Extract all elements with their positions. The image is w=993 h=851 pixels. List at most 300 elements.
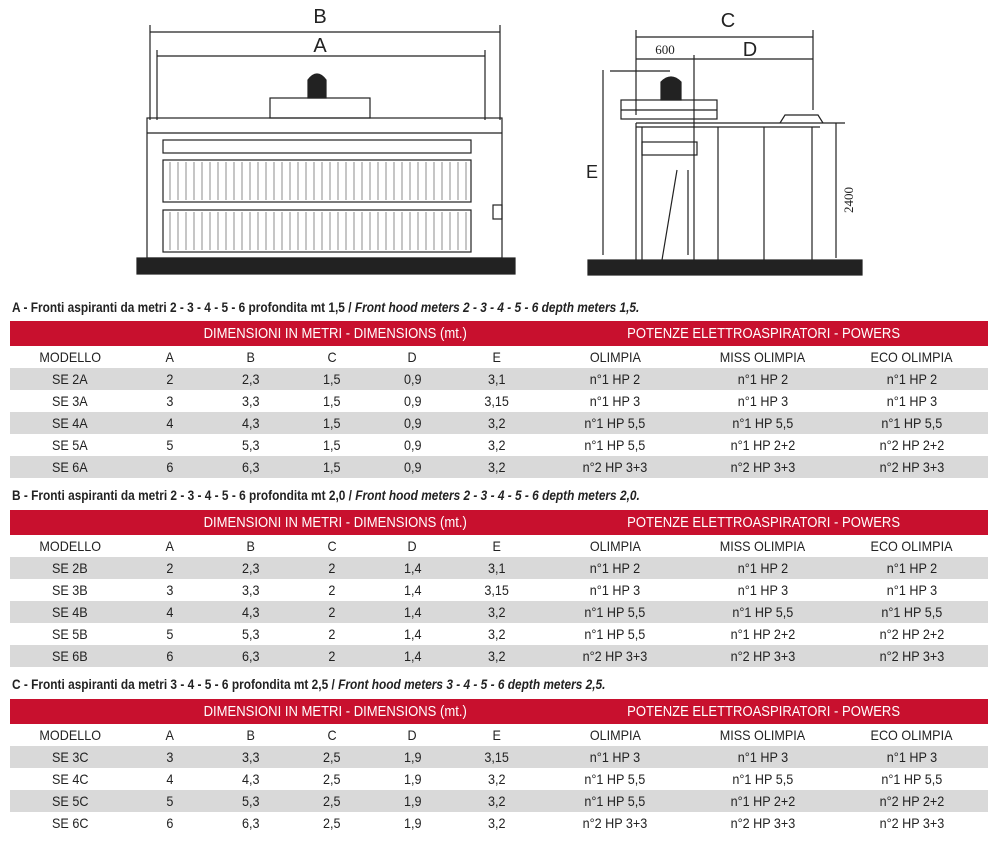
cell-text: 2 [166, 560, 174, 576]
table-cell [292, 601, 372, 623]
column-header-text: D [407, 727, 418, 743]
column-header-row [10, 346, 988, 368]
table-row [10, 434, 988, 456]
cell-text: 4,3 [242, 771, 260, 787]
table-cell [835, 579, 988, 601]
table-cell [130, 456, 210, 478]
cell-text: 3 [166, 749, 174, 765]
table-row [10, 790, 988, 812]
side-view-drawing [585, 30, 862, 275]
cell-text: n°1 HP 3 [886, 393, 937, 409]
cell-text: 2,3 [242, 371, 260, 387]
cell-text: SE 2B [52, 560, 88, 576]
cell-text: SE 5A [52, 437, 88, 453]
table-cell [835, 601, 988, 623]
table-cell [453, 456, 540, 478]
table-cell [372, 768, 453, 790]
cell-text: 2,3 [242, 560, 260, 576]
table-cell [540, 790, 690, 812]
table-cell [540, 412, 690, 434]
table-cell [540, 601, 690, 623]
cell-text: SE 4B [52, 604, 88, 620]
cell-text: n°1 HP 3 [737, 749, 788, 765]
cell-text: 1,4 [403, 626, 422, 642]
table-cell [690, 645, 835, 667]
cell-text: 3,2 [487, 459, 506, 475]
cell-text: 1,5 [323, 415, 341, 431]
cell-text: n°1 HP 3 [589, 393, 641, 409]
column-header [690, 535, 835, 557]
cell-text: 3,1 [487, 371, 506, 387]
cell-text: 0,9 [403, 437, 422, 453]
cell-text: 3,2 [487, 793, 506, 809]
column-header [835, 535, 988, 557]
table-cell [453, 368, 540, 390]
dimensions-header-text: DIMENSIONI IN METRI - DIMENSIONS (mt.) [203, 325, 467, 342]
cell-text: 2,5 [323, 793, 341, 809]
table-cell [453, 579, 540, 601]
table-cell [10, 790, 130, 812]
column-header-text: ECO OLIMPIA [870, 349, 953, 365]
column-header [210, 724, 292, 746]
dim-label-b: B [313, 6, 327, 28]
column-header [10, 724, 130, 746]
cell-text: 3,2 [487, 415, 506, 431]
table-cell [130, 623, 210, 645]
dimensions-header [130, 321, 540, 346]
column-header [690, 724, 835, 746]
column-header [130, 535, 210, 557]
cell-text: 6,3 [242, 648, 260, 664]
table-cell [540, 456, 690, 478]
column-header-text: OLIMPIA [589, 538, 641, 554]
cell-text: 3,2 [487, 771, 506, 787]
dim-label-c: C [720, 10, 736, 32]
column-header-text: C [327, 349, 337, 365]
powers-header-text: POTENZE ELETTROASPIRATORI - POWERS [627, 325, 901, 342]
table-cell [10, 390, 130, 412]
table-cell [372, 623, 453, 645]
cell-text: 2 [166, 371, 174, 387]
table-cell [540, 390, 690, 412]
cell-text: n°2 HP 3+3 [879, 815, 944, 831]
table-cell [835, 434, 988, 456]
cell-text: n°1 HP 5,5 [732, 771, 793, 787]
table-cell [292, 434, 372, 456]
cell-text: 5 [166, 437, 174, 453]
table-cell [210, 557, 292, 579]
table-cell [292, 812, 372, 834]
column-header [540, 724, 690, 746]
group-header-row [10, 510, 988, 535]
cell-text: 6,3 [242, 815, 260, 831]
cell-text: 4,3 [242, 415, 260, 431]
table-cell [690, 790, 835, 812]
table-cell [130, 645, 210, 667]
table-cell [210, 412, 292, 434]
table-cell [453, 412, 540, 434]
cell-text: 3,2 [487, 626, 506, 642]
column-header-text: MISS OLIMPIA [719, 349, 806, 365]
table-cell [835, 412, 988, 434]
cell-text: 2,5 [323, 815, 341, 831]
column-header [835, 724, 988, 746]
column-header [835, 346, 988, 368]
cell-text: 1,5 [323, 371, 341, 387]
section-title [12, 300, 639, 315]
table-cell [210, 434, 292, 456]
table-cell [690, 390, 835, 412]
powers-header-text: POTENZE ELETTROASPIRATORI - POWERS [627, 514, 901, 531]
cell-text: 1,5 [323, 393, 341, 409]
table-cell [453, 746, 540, 768]
column-header [10, 535, 130, 557]
cell-text: n°2 HP 3+3 [582, 815, 648, 831]
cell-text: SE 4C [51, 771, 89, 787]
column-header-text: B [246, 349, 256, 365]
table-cell [210, 456, 292, 478]
table-cell [10, 368, 130, 390]
cell-text: n°1 HP 3 [589, 749, 641, 765]
column-header-text: E [492, 727, 501, 743]
table-cell [690, 368, 835, 390]
specs-table [10, 699, 988, 834]
cell-text: SE 5C [51, 793, 89, 809]
table-cell [130, 368, 210, 390]
table-cell [835, 557, 988, 579]
cell-text: 0,9 [403, 415, 422, 431]
cell-text: 1,5 [323, 459, 341, 475]
table-cell [10, 579, 130, 601]
column-header [210, 346, 292, 368]
cell-text: n°2 HP 2+2 [879, 793, 944, 809]
table-cell [835, 812, 988, 834]
table-cell [372, 557, 453, 579]
dimensions-header [130, 699, 540, 724]
column-header [292, 346, 372, 368]
table-cell [835, 368, 988, 390]
cell-text: n°1 HP 3 [737, 393, 788, 409]
cell-text: n°2 HP 3+3 [879, 648, 944, 664]
table-cell [292, 790, 372, 812]
table-cell [10, 645, 130, 667]
table-cell [540, 557, 690, 579]
cell-text: n°2 HP 3+3 [730, 459, 795, 475]
dimensions-header-text: DIMENSIONI IN METRI - DIMENSIONS (mt.) [203, 703, 467, 720]
table-row [10, 601, 988, 623]
table-cell [690, 601, 835, 623]
powers-header-text: POTENZE ELETTROASPIRATORI - POWERS [627, 703, 901, 720]
cell-text: n°1 HP 5,5 [732, 415, 793, 431]
table-cell [453, 390, 540, 412]
table-cell [453, 601, 540, 623]
cell-text: 2,5 [323, 771, 341, 787]
column-header-text: OLIMPIA [589, 727, 641, 743]
column-header [130, 724, 210, 746]
column-header [372, 535, 453, 557]
column-header [453, 346, 540, 368]
column-header-row [10, 724, 988, 746]
table-cell [453, 557, 540, 579]
cell-text: n°1 HP 5,5 [584, 793, 646, 809]
table-cell [835, 623, 988, 645]
table-row [10, 623, 988, 645]
column-header-text: ECO OLIMPIA [870, 727, 953, 743]
header-spacer [10, 510, 130, 535]
table-row [10, 456, 988, 478]
table-cell [292, 412, 372, 434]
column-header-text: MODELLO [39, 727, 101, 743]
column-header-text: D [407, 538, 418, 554]
table-cell [690, 434, 835, 456]
dim-label-d: D [742, 39, 758, 61]
cell-text: n°2 HP 3+3 [582, 459, 648, 475]
table-cell [130, 768, 210, 790]
cell-text: 2 [328, 560, 336, 576]
section-title-en: Front hood meters 2 - 3 - 4 - 5 - 6 depth meters 1,5. [354, 300, 640, 315]
table-cell [453, 645, 540, 667]
cell-text: n°2 HP 2+2 [879, 626, 944, 642]
cell-text: n°1 HP 5,5 [584, 604, 646, 620]
column-header-text: A [165, 727, 175, 743]
cell-text: n°1 HP 5,5 [584, 771, 646, 787]
cell-text: 2 [328, 604, 336, 620]
table-cell [690, 456, 835, 478]
column-header [130, 346, 210, 368]
column-header-text: C [327, 538, 337, 554]
column-header [453, 724, 540, 746]
cell-text: n°2 HP 3+3 [730, 815, 795, 831]
table-cell [210, 645, 292, 667]
column-header [292, 535, 372, 557]
cell-text: SE 6A [52, 459, 88, 475]
table-cell [10, 623, 130, 645]
table-cell [540, 623, 690, 645]
table-row [10, 645, 988, 667]
table-cell [540, 368, 690, 390]
technical-drawings [0, 0, 993, 290]
cell-text: 5,3 [242, 437, 260, 453]
dim-label-a: A [313, 35, 327, 57]
cell-text: 3,2 [487, 604, 506, 620]
column-header-text: E [492, 538, 501, 554]
column-header-text: MISS OLIMPIA [719, 538, 806, 554]
table-cell [372, 812, 453, 834]
cell-text: n°1 HP 5,5 [881, 604, 942, 620]
header-spacer [10, 699, 130, 724]
group-header-row [10, 321, 988, 346]
cell-text: 3,15 [484, 749, 509, 765]
table-cell [292, 579, 372, 601]
column-header [10, 346, 130, 368]
table-cell [292, 456, 372, 478]
header-spacer [10, 321, 130, 346]
cell-text: 3,3 [242, 393, 260, 409]
table-cell [210, 579, 292, 601]
table-cell [10, 557, 130, 579]
table-cell [372, 790, 453, 812]
table-cell [130, 746, 210, 768]
cell-text: n°1 HP 2 [886, 371, 937, 387]
column-header-text: ECO OLIMPIA [870, 538, 953, 554]
table-cell [130, 601, 210, 623]
table-cell [10, 601, 130, 623]
table-cell [292, 623, 372, 645]
table-cell [372, 390, 453, 412]
table-cell [210, 390, 292, 412]
cell-text: 1,4 [403, 648, 422, 664]
section-title-it: B - Fronti aspiranti da metri 2 - 3 - 4 - 5 - 6 profondita mt 2,0 / [12, 488, 356, 503]
cell-text: n°2 HP 2+2 [879, 437, 944, 453]
table-cell [372, 368, 453, 390]
cell-text: n°1 HP 3 [589, 582, 641, 598]
column-header-text: MISS OLIMPIA [719, 727, 806, 743]
cell-text: n°1 HP 3 [886, 582, 937, 598]
table-cell [130, 790, 210, 812]
cell-text: 3,3 [242, 749, 260, 765]
column-header-row [10, 535, 988, 557]
cell-text: 3,15 [484, 582, 509, 598]
table-cell [835, 456, 988, 478]
table-cell [540, 746, 690, 768]
table-cell [292, 390, 372, 412]
table-cell [835, 768, 988, 790]
cell-text: 3 [166, 393, 174, 409]
dimensions-header-text: DIMENSIONI IN METRI - DIMENSIONS (mt.) [203, 514, 467, 531]
column-header [372, 346, 453, 368]
cell-text: 4,3 [242, 604, 260, 620]
cell-text: 2 [328, 648, 336, 664]
table-cell [10, 456, 130, 478]
cell-text: n°1 HP 3 [886, 749, 937, 765]
cell-text: 3,2 [487, 437, 506, 453]
table-cell [292, 368, 372, 390]
cell-text: n°1 HP 5,5 [732, 604, 793, 620]
table-cell [690, 412, 835, 434]
table-cell [10, 768, 130, 790]
table-cell [130, 412, 210, 434]
cell-text: 1,4 [403, 604, 422, 620]
table-cell [210, 368, 292, 390]
cell-text: n°1 HP 2 [737, 371, 788, 387]
cell-text: 0,9 [403, 371, 422, 387]
column-header-text: A [165, 349, 175, 365]
cell-text: n°1 HP 2+2 [730, 626, 795, 642]
table-cell [130, 579, 210, 601]
specs-table [10, 321, 988, 478]
cell-text: 2 [328, 626, 336, 642]
cell-text: n°1 HP 2 [737, 560, 788, 576]
cell-text: 6 [166, 815, 174, 831]
table-cell [453, 623, 540, 645]
cell-text: SE 4A [52, 415, 88, 431]
table-cell [372, 579, 453, 601]
table-cell [130, 390, 210, 412]
table-cell [372, 456, 453, 478]
cell-text: n°1 HP 5,5 [584, 415, 646, 431]
group-header-row [10, 699, 988, 724]
table-row [10, 390, 988, 412]
cell-text: 5 [166, 626, 174, 642]
column-header-text: B [246, 538, 256, 554]
table-cell [690, 812, 835, 834]
cell-text: SE 5B [52, 626, 88, 642]
column-header [372, 724, 453, 746]
table-cell [292, 746, 372, 768]
column-header-text: D [407, 349, 418, 365]
table-cell [292, 557, 372, 579]
table-row [10, 812, 988, 834]
powers-header [540, 321, 988, 346]
cell-text: n°1 HP 2 [589, 560, 641, 576]
cell-text: SE 6C [51, 815, 89, 831]
table-cell [292, 768, 372, 790]
table-cell [210, 746, 292, 768]
cell-text: 1,9 [403, 793, 422, 809]
column-header-text: A [165, 538, 175, 554]
cell-text: 2,5 [323, 749, 341, 765]
column-header [292, 724, 372, 746]
specs-table [10, 510, 988, 667]
table-cell [835, 645, 988, 667]
cell-text: 0,9 [403, 393, 422, 409]
cell-text: 1,4 [403, 560, 422, 576]
table-cell [540, 579, 690, 601]
section-title-en: Front hood meters 2 - 3 - 4 - 5 - 6 depth meters 2,0. [355, 488, 640, 503]
section-title-en: Front hood meters 3 - 4 - 5 - 6 depth meters 2,5. [338, 677, 606, 692]
table-cell [10, 434, 130, 456]
table-cell [372, 601, 453, 623]
cell-text: 1,9 [403, 771, 422, 787]
section-title-it: C - Fronti aspiranti da metri 3 - 4 - 5 - 6 profondita mt 2,5 / [12, 677, 339, 692]
cell-text: 6 [166, 648, 174, 664]
column-header-text: C [327, 727, 337, 743]
cell-text: n°2 HP 3+3 [730, 648, 795, 664]
table-cell [453, 768, 540, 790]
column-header [453, 535, 540, 557]
table-row [10, 579, 988, 601]
table-cell [372, 434, 453, 456]
cell-text: n°2 HP 3+3 [582, 648, 648, 664]
table-cell [690, 623, 835, 645]
table-cell [210, 768, 292, 790]
cell-text: SE 6B [52, 648, 88, 664]
table-cell [835, 790, 988, 812]
cell-text: n°1 HP 5,5 [881, 771, 942, 787]
cell-text: n°1 HP 5,5 [584, 626, 646, 642]
cell-text: SE 3C [51, 749, 89, 765]
table-cell [210, 623, 292, 645]
dimensions-header [130, 510, 540, 535]
column-header [540, 535, 690, 557]
column-header [540, 346, 690, 368]
cell-text: SE 3A [52, 393, 88, 409]
cell-text: n°1 HP 2+2 [730, 793, 795, 809]
cell-text: n°2 HP 3+3 [879, 459, 944, 475]
section-title-it: A - Fronti aspiranti da metri 2 - 3 - 4 - 5 - 6 profondita mt 1,5 / [12, 300, 355, 315]
cell-text: 3,3 [242, 582, 260, 598]
powers-header [540, 510, 988, 535]
dim-label-2400: 2400 [841, 187, 856, 213]
column-header [210, 535, 292, 557]
cell-text: 3,1 [487, 560, 506, 576]
cell-text: 5,3 [242, 626, 260, 642]
column-header-text: OLIMPIA [589, 349, 641, 365]
cell-text: n°1 HP 2 [589, 371, 641, 387]
table-cell [540, 645, 690, 667]
cell-text: SE 2A [52, 371, 88, 387]
cell-text: 1,5 [323, 437, 341, 453]
